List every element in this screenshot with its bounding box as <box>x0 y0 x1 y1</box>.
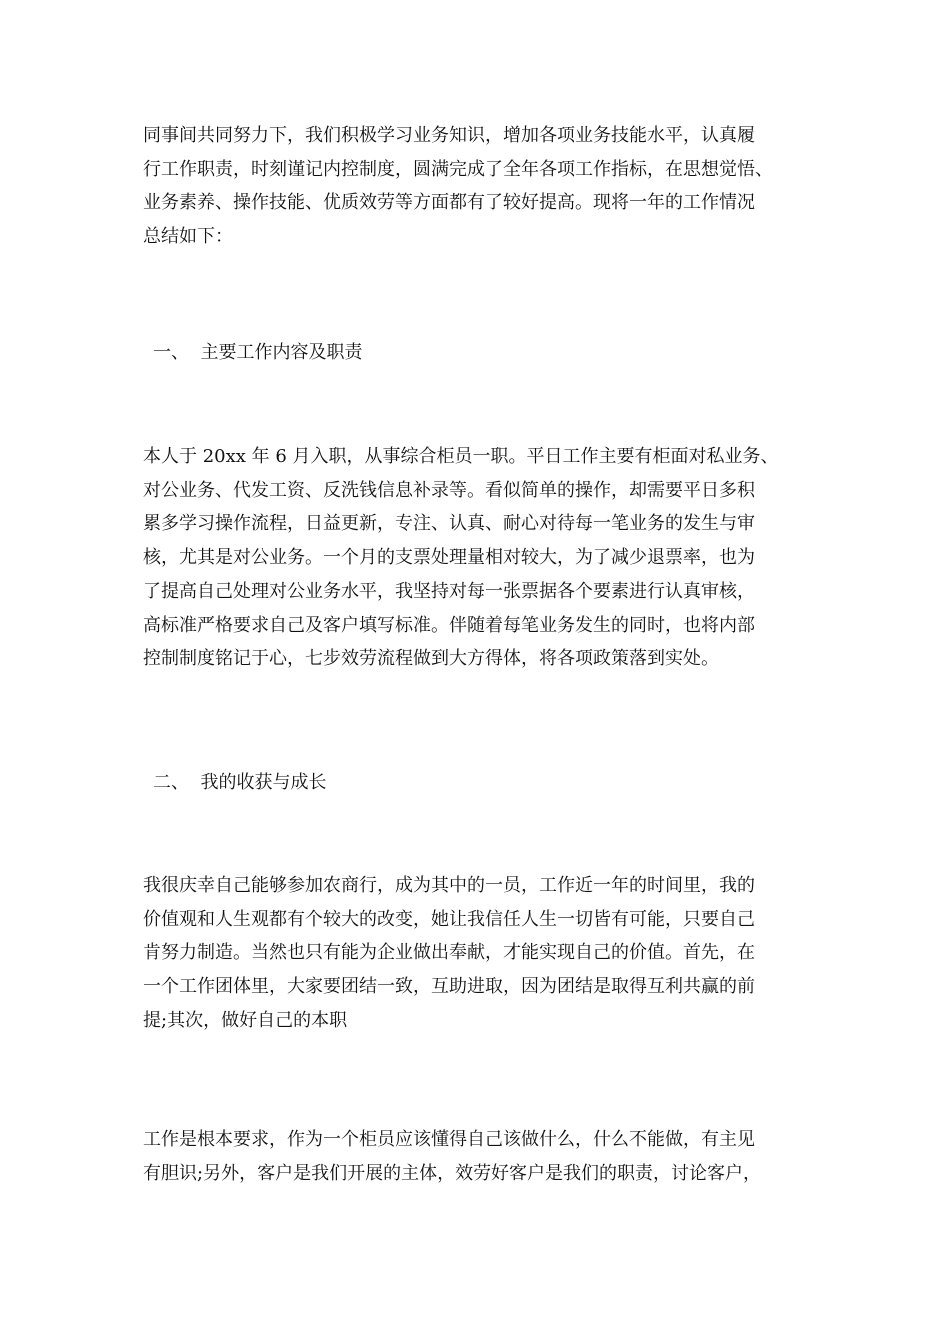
paragraph-line: 行工作职责，时刻谨记内控制度，圆满完成了全年各项工作指标，在思想觉悟、 <box>143 158 773 180</box>
section-heading-2: 二、 我的收获与成长 <box>153 772 327 793</box>
continuation-paragraph <box>143 1123 815 1190</box>
paragraph-line: 高标准严格要求自己及客户填写标准。伴随着每笔业务发生的同时，也将内部 <box>143 614 755 636</box>
paragraph-line: 控制制度铭记于心，七步效劳流程做到大方得体，将各项政策落到实处。 <box>143 648 719 670</box>
paragraph-line: 价值观和人生观都有个较大的改变，她让我信任人生一切皆有可能，只要自己 <box>143 908 755 930</box>
paragraph-line: 同事间共同努力下，我们积极学习业务知识，增加各项业务技能水平，认真履 <box>143 125 755 146</box>
paragraph-line: 提;其次，做好自己的本职 <box>143 1009 348 1031</box>
paragraph-line: 一个工作团体里，大家要团结一致，互助进取，因为团结是取得互利共赢的前 <box>143 976 755 998</box>
section-2-paragraph <box>143 869 815 1038</box>
paragraph-line: 对公业务、代发工资、反洗钱信息补录等。看似简单的操作，却需要平日多积 <box>143 479 755 501</box>
paragraph-line: 累多学习操作流程，日益更新，专注、认真、耐心对待每一笔业务的发生与审 <box>143 513 755 535</box>
paragraph-line: 我很庆幸自己能够参加农商行，成为其中的一员，工作近一年的时间里，我的 <box>143 875 755 896</box>
paragraph-line: 业务素养、操作技能、优质效劳等方面都有了较好提高。现将一年的工作情况 <box>143 192 755 214</box>
paragraph-line: 工作是根本要求，作为一个柜员应该懂得自己该做什么，什么不能做，有主见 <box>143 1129 755 1150</box>
section-1-paragraph <box>143 440 815 676</box>
intro-paragraph <box>143 119 815 254</box>
paragraph-line: 本人于 20xx 年 6 月入职，从事综合柜员一职。平日工作主要有柜面对私业务、 <box>143 446 779 467</box>
section-heading-1: 一、 主要工作内容及职责 <box>153 342 363 363</box>
paragraph-line: 有胆识;另外，客户是我们开展的主体，效劳好客户是我们的职责，讨论客户， <box>143 1162 762 1184</box>
paragraph-line: 肯努力制造。当然也只有能为企业做出奉献，才能实现自己的价值。首先，在 <box>143 942 755 964</box>
paragraph-line: 了提高自己处理对公业务水平，我坚持对每一张票据各个要素进行认真审核， <box>143 580 755 602</box>
paragraph-line: 核，尤其是对公业务。一个月的支票处理量相对较大，为了减少退票率，也为 <box>143 547 755 569</box>
paragraph-line: 总结如下： <box>143 226 233 248</box>
